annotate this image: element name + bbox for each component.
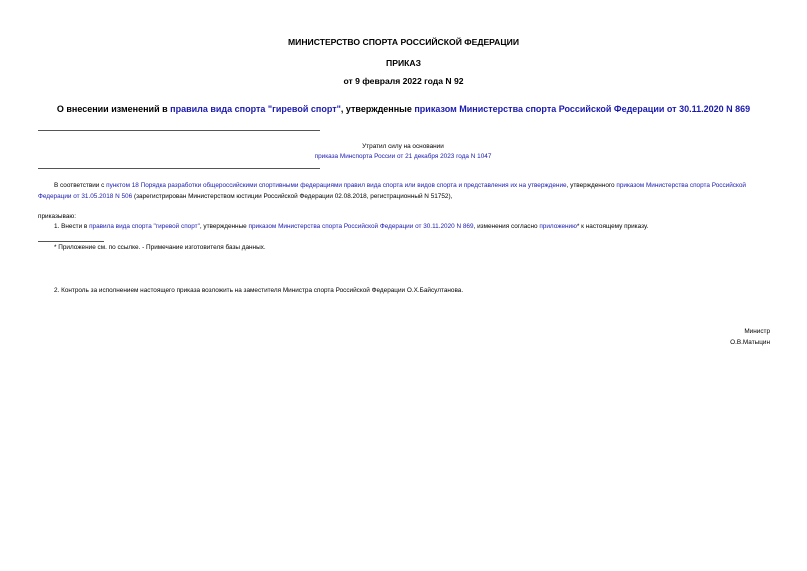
divider-top (38, 130, 320, 131)
status-block (320, 142, 486, 153)
preamble-text-3: (зарегистрирован Министерством юстиции Российской Федерации 02.08.2018, регистрационный N 51752), (132, 192, 453, 200)
signature-position: Министр (744, 328, 770, 335)
item-1-text-2: , утвержденные (199, 223, 249, 230)
title-text-pre: О внесении изменений в (56, 104, 171, 114)
preamble-link-order[interactable]: приказом Министерства спорта Российской Федерации от 31.05.2018 N 506 (38, 182, 746, 200)
title-link-rules[interactable]: правила вида спорта "гиревой спорт" (170, 104, 341, 114)
item-1-text-3: , изменения согласно (473, 223, 540, 230)
document-title (0, 104, 807, 114)
item-1-paragraph (54, 222, 770, 233)
signature-block (600, 327, 770, 348)
status-link-block (220, 152, 586, 163)
status-line: Утратил силу на основании (362, 143, 444, 150)
doc-type-heading: ПРИКАЗ (386, 58, 421, 68)
divider-bottom (38, 168, 320, 169)
item-1-link-appendix[interactable]: приложению (539, 223, 577, 230)
order-word: приказываю: (38, 213, 76, 220)
footnote: * Приложение см. по ссылке. - Примечание изготовителя базы данных. (54, 244, 266, 251)
footnote-divider (38, 241, 104, 242)
ministry-heading: МИНИСТЕРСТВО СПОРТА РОССИЙСКОЙ ФЕДЕРАЦИИ (287, 37, 519, 47)
item-1-text-1: 1. Внести в (54, 223, 90, 230)
title-link-order[interactable]: приказом Министерства спорта Российской Федерации от 30.11.2020 N 869 (414, 104, 751, 114)
item-2-paragraph: 2. Контроль за исполнением настоящего приказа возложить на заместителя Министра спорта Российской Федерации О.Х.Байсултанова. (54, 287, 464, 294)
item-1-text-4: * к настоящему приказу. (576, 223, 649, 230)
preamble-link-procedure[interactable]: пунктом 18 Порядка разработки общероссийскими спортивными федерациями правил вида спорта или видов спорта и представления их на утверждение (106, 182, 567, 189)
item-1-link-order[interactable]: приказом Министерства спорта Российской Федерации от 30.11.2020 N 869 (248, 223, 474, 230)
item-1-link-rules[interactable]: правила вида спорта "гиревой спорт" (89, 223, 200, 230)
date-number: от 9 февраля 2022 года N 92 (343, 76, 464, 86)
status-link[interactable]: приказа Минспорта России от 21 декабря 2023 года N 1047 (314, 153, 492, 160)
preamble-text-1: В соответствии с (54, 182, 107, 189)
preamble-text-2: , утвержденного (566, 182, 617, 189)
title-text-mid: , утвержденные (340, 104, 415, 114)
preamble-paragraph (38, 181, 770, 202)
signature-name: О.В.Матыцин (730, 338, 770, 346)
